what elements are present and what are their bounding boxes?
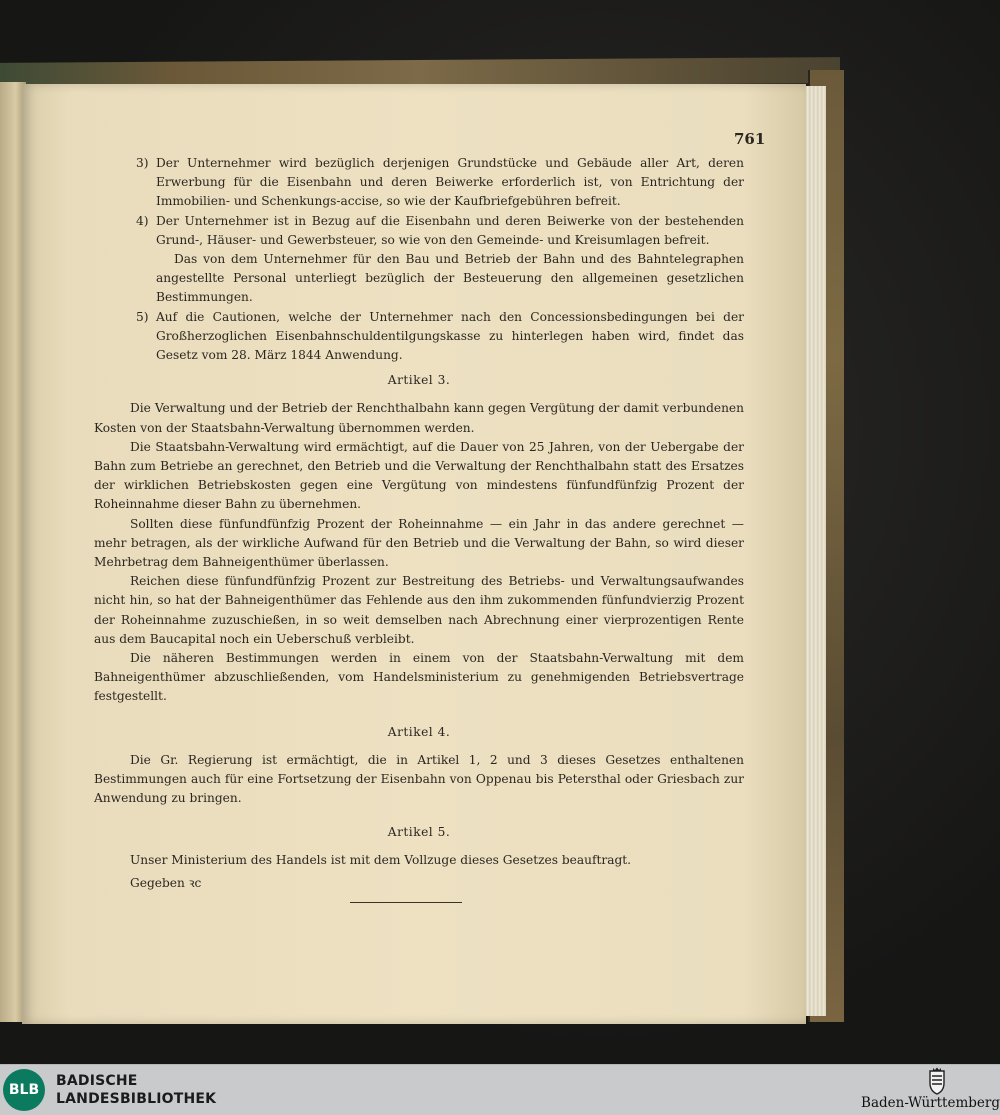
blb-logo[interactable]: BLB bbox=[3, 1069, 45, 1111]
article-heading: Artikel 5. bbox=[387, 824, 451, 839]
paragraph: Sollten diese fünfundfünfzig Prozent der Roheinnahme — ein Jahr in das andere gerechnet — mehr betragen, als der wirkliche Aufwand für den Betrieb und die Verwaltung der Bahn, so wird dieser Mehrbetrag dem Bahneigenthümer überlassen. bbox=[94, 516, 744, 570]
library-name-line2: LANDESBIBLIOTHEK bbox=[56, 1091, 217, 1107]
closing-rule bbox=[350, 902, 462, 903]
list-item bbox=[94, 212, 744, 250]
item-text: Der Unternehmer wird bezüglich derjenigen Grundstücke und Gebäude aller Art, deren Erwerbung für die Eisenbahn und deren Beiwerke erforderlich ist, von Entrichtung der Immobilien- und Schenkungs-accise, so wie der Kaufbriefgebühren befreit. bbox=[156, 156, 744, 209]
item-number: 5) bbox=[136, 309, 149, 324]
item-continuation: Das von dem Unternehmer für den Bau und Betrieb der Bahn und des Bahntelegraphen angestellte Personal unterliegt bezüglich der Besteuerung den allgemeinen gesetzlichen Bestimmungen. bbox=[156, 252, 744, 305]
article-heading: Artikel 3. bbox=[387, 373, 451, 388]
document-page bbox=[22, 84, 806, 1024]
paragraph: Unser Ministerium des Handels ist mit dem Vollzuge dieses Gesetzes beauftragt. bbox=[130, 852, 632, 867]
coat-of-arms-icon bbox=[922, 1067, 952, 1095]
paragraph: Die näheren Bestimmungen werden in einem von der Staatsbahn-Verwaltung mit dem Bahneigenthümer abzuschließenden, vom Handelsministerium zu genehmigenden Betriebsvertrage festgestellt. bbox=[94, 651, 744, 704]
item-text: Der Unternehmer ist in Bezug auf die Eisenbahn und deren Beiwerke von der bestehenden Grund-, Häuser- und Gewerbsteuer, so wie von den Gemeinde- und Kreisumlagen befreit. bbox=[156, 213, 744, 247]
article-heading: Artikel 4. bbox=[387, 724, 451, 739]
paragraph: Reichen diese fünfundfünfzig Prozent zur Bestreitung des Betriebs- und Verwaltungsaufwandes nicht hin, so hat der Bahneigenthümer das Fehlende aus den ihm zukommenden fünfundvierzig Prozent der Roheinnahme zuzuschießen, in so weit demselben nach Abrechnung einer vierprozentigen Rente aus dem Baucapital noch ein Ueberschuß verbleibt. bbox=[94, 574, 744, 646]
state-name[interactable]: Baden-Württemberg bbox=[861, 1095, 1000, 1111]
library-name-line1: BADISCHE bbox=[56, 1073, 138, 1089]
item-number: 3) bbox=[136, 156, 149, 170]
item-number: 4) bbox=[136, 213, 149, 228]
paragraph: Die Verwaltung und der Betrieb der Renchthalbahn kann gegen Vergütung der damit verbundenen Kosten von der Staatsbahn-Verwaltung übernommen werden. bbox=[94, 401, 744, 435]
item-text: Auf die Cautionen, welche der Unternehmer nach den Concessionsbedingungen bei der Großherzoglichen Eisenbahnschuldentilgungskasse zu hinterlegen haben wird, findet das Gesetz vom 28. März 1844 Anwendung. bbox=[156, 309, 744, 363]
footer-bar bbox=[0, 1064, 1000, 1115]
page-number: 761 bbox=[734, 130, 766, 148]
page-text bbox=[94, 154, 744, 893]
library-name[interactable] bbox=[56, 1072, 216, 1108]
paragraph: Die Gr. Regierung ist ermächtigt, die in Artikel 1, 2 und 3 dieses Gesetzes enthaltenen Bestimmungen auch für eine Fortsetzung der Eisenbahn von Oppenau bis Petersthal oder Griesbach zur Anwendung zu bringen. bbox=[94, 752, 744, 806]
list-item bbox=[94, 308, 744, 366]
paragraph: Die Staatsbahn-Verwaltung wird ermächtigt, auf die Dauer von 25 Jahren, von der Uebergabe der Bahn zum Betriebe an gerechnet, den Betrieb und die Verwaltung der Renchthalbahn statt des Ersatzes der wirklichen Betriebskosten gegen eine Vergütung von mindestens fünfundfünfzig Prozent der Roheinnahme dieser Bahn zu übernehmen. bbox=[94, 439, 744, 512]
list-item bbox=[94, 154, 744, 212]
closing-line: Gegeben ꝛc bbox=[130, 875, 202, 890]
